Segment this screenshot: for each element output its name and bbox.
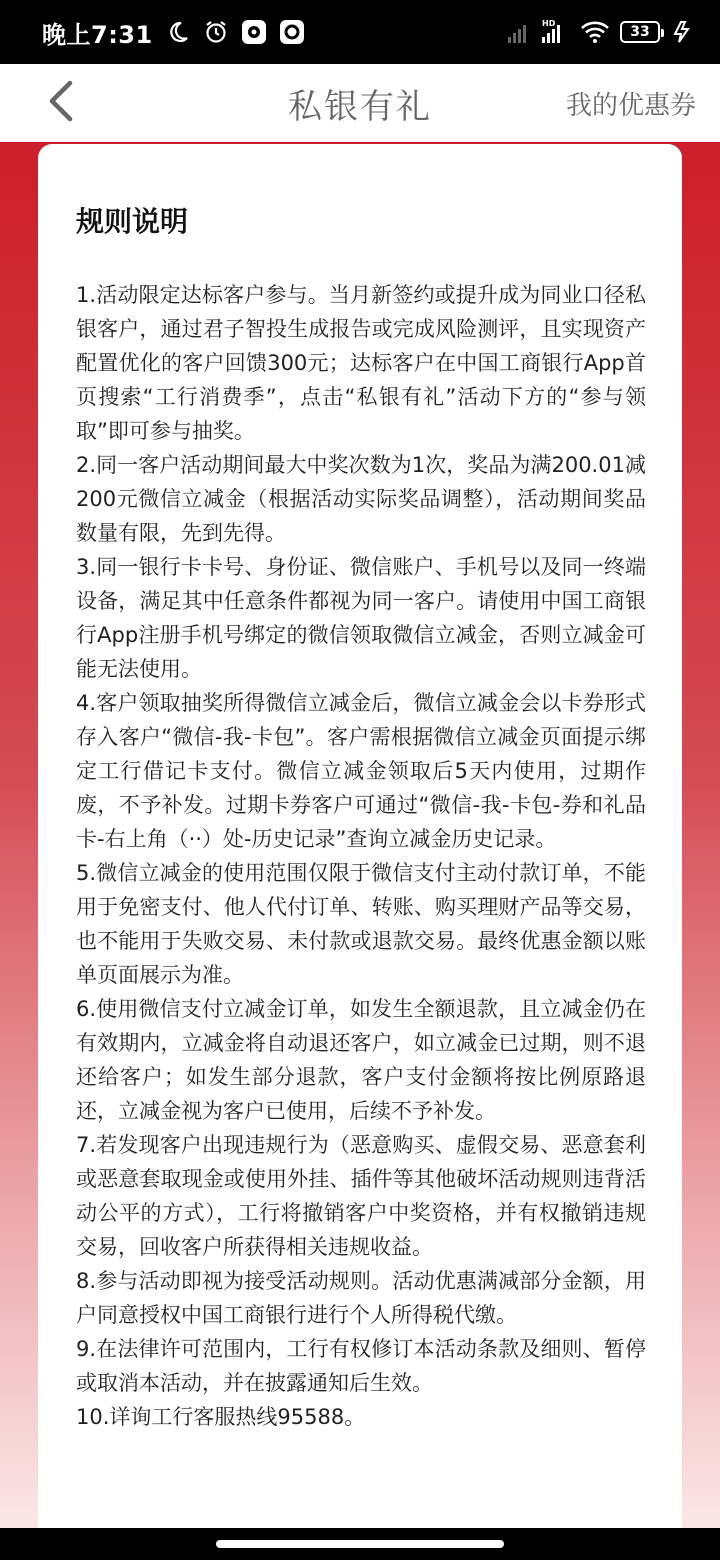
content-area xyxy=(0,142,720,1528)
rule-item-6: 6.使用微信支付立减金订单，如发生全额退款，且立减金仍在有效期内，立减金将自动退还客户，如立减金已过期，则不退还给客户；如发生部分退款，客户支付金额将按比例原路退还，立减金视为客户已使用，后续不予补发。 xyxy=(76,997,646,1123)
chevron-left-icon xyxy=(46,79,76,127)
svg-text:HD: HD xyxy=(542,19,556,28)
moon-icon xyxy=(165,19,191,45)
status-right xyxy=(508,19,696,45)
battery-indicator: 33 xyxy=(620,21,660,43)
page-title: 私银有礼 xyxy=(288,86,432,127)
status-left xyxy=(42,15,305,50)
nav-bar xyxy=(0,64,720,142)
rule-item-5: 5.微信立减金的使用范围仅限于微信支付主动付款订单，不能用于免密支付、他人代付订单、转账、购买理财产品等交易，也不能用于失败交易、未付款或退款交易。最终优惠金额以账单页面展示为准。 xyxy=(76,861,646,987)
rule-item-4: 4.客户领取抽奖所得微信立减金后，微信立减金会以卡券形式存入客户“微信-我-卡包”。客户需根据微信立减金页面提示绑定工行借记卡支付。微信立减金领取后5天内使用，过期作废，不予补发。过期卡券客户可通过“微信-我-卡包-券和礼品卡-右上角（··）处-历史记录”查询立减金历史记录。 xyxy=(76,691,646,851)
system-gesture-bar xyxy=(0,1528,720,1560)
status-time: 晚上7:31 xyxy=(42,20,153,49)
rule-item-1: 1.活动限定达标客户参与。当月新签约或提升成为同业口径私银客户，通过君子智投生成报告或完成风险测评，且实现资产配置优化的客户回馈300元；达标客户在中国工商银行App首页搜索“工行消费季”，点击“私银有礼”活动下方的“参与领取”即可参与抽奖。 xyxy=(76,283,646,443)
app-notification-icon-2 xyxy=(279,19,305,45)
wifi-icon xyxy=(580,19,610,45)
alarm-icon xyxy=(203,19,229,45)
home-gesture-handle[interactable] xyxy=(216,1540,504,1548)
signal-icon xyxy=(508,19,570,45)
rule-item-7: 7.若发现客户出现违规行为（恶意购买、虚假交易、恶意套利或恶意套取现金或使用外挂、插件等其他破坏活动规则违背活动公平的方式），工行将撤销客户中奖资格，并有权撤销违规交易，回收客户所获得相关违规收益。 xyxy=(76,1133,646,1259)
charging-icon xyxy=(670,19,696,45)
rule-item-8: 8.参与活动即视为接受活动规则。活动优惠满减部分金额，用户同意授权中国工商银行进行个人所得税代缴。 xyxy=(76,1269,646,1327)
rule-item-9: 9.在法律许可范围内，工行有权修订本活动条款及细则、暂停或取消本活动，并在披露通知后生效。 xyxy=(76,1337,646,1395)
status-bar xyxy=(0,0,720,64)
back-button[interactable] xyxy=(34,76,88,130)
app-notification-icon xyxy=(241,19,267,45)
my-coupons-link[interactable]: 我的优惠券 xyxy=(565,90,696,121)
rule-item-3: 3.同一银行卡卡号、身份证、微信账户、手机号以及同一终端设备，满足其中任意条件都视为同一客户。请使用中国工商银行App注册手机号绑定的微信领取微信立减金，否则立减金可能无法使用。 xyxy=(76,555,646,681)
rules-title: 规则说明 xyxy=(76,205,189,238)
rule-item-10: 10.详询工行客服热线95588。 xyxy=(76,1405,366,1429)
rule-item-2: 2.同一客户活动期间最大中奖次数为1次，奖品为满200.01减200元微信立减金（根据活动实际奖品调整），活动期间奖品数量有限，先到先得。 xyxy=(76,453,646,545)
rules-card xyxy=(38,144,682,1528)
rules-list xyxy=(76,278,646,1434)
